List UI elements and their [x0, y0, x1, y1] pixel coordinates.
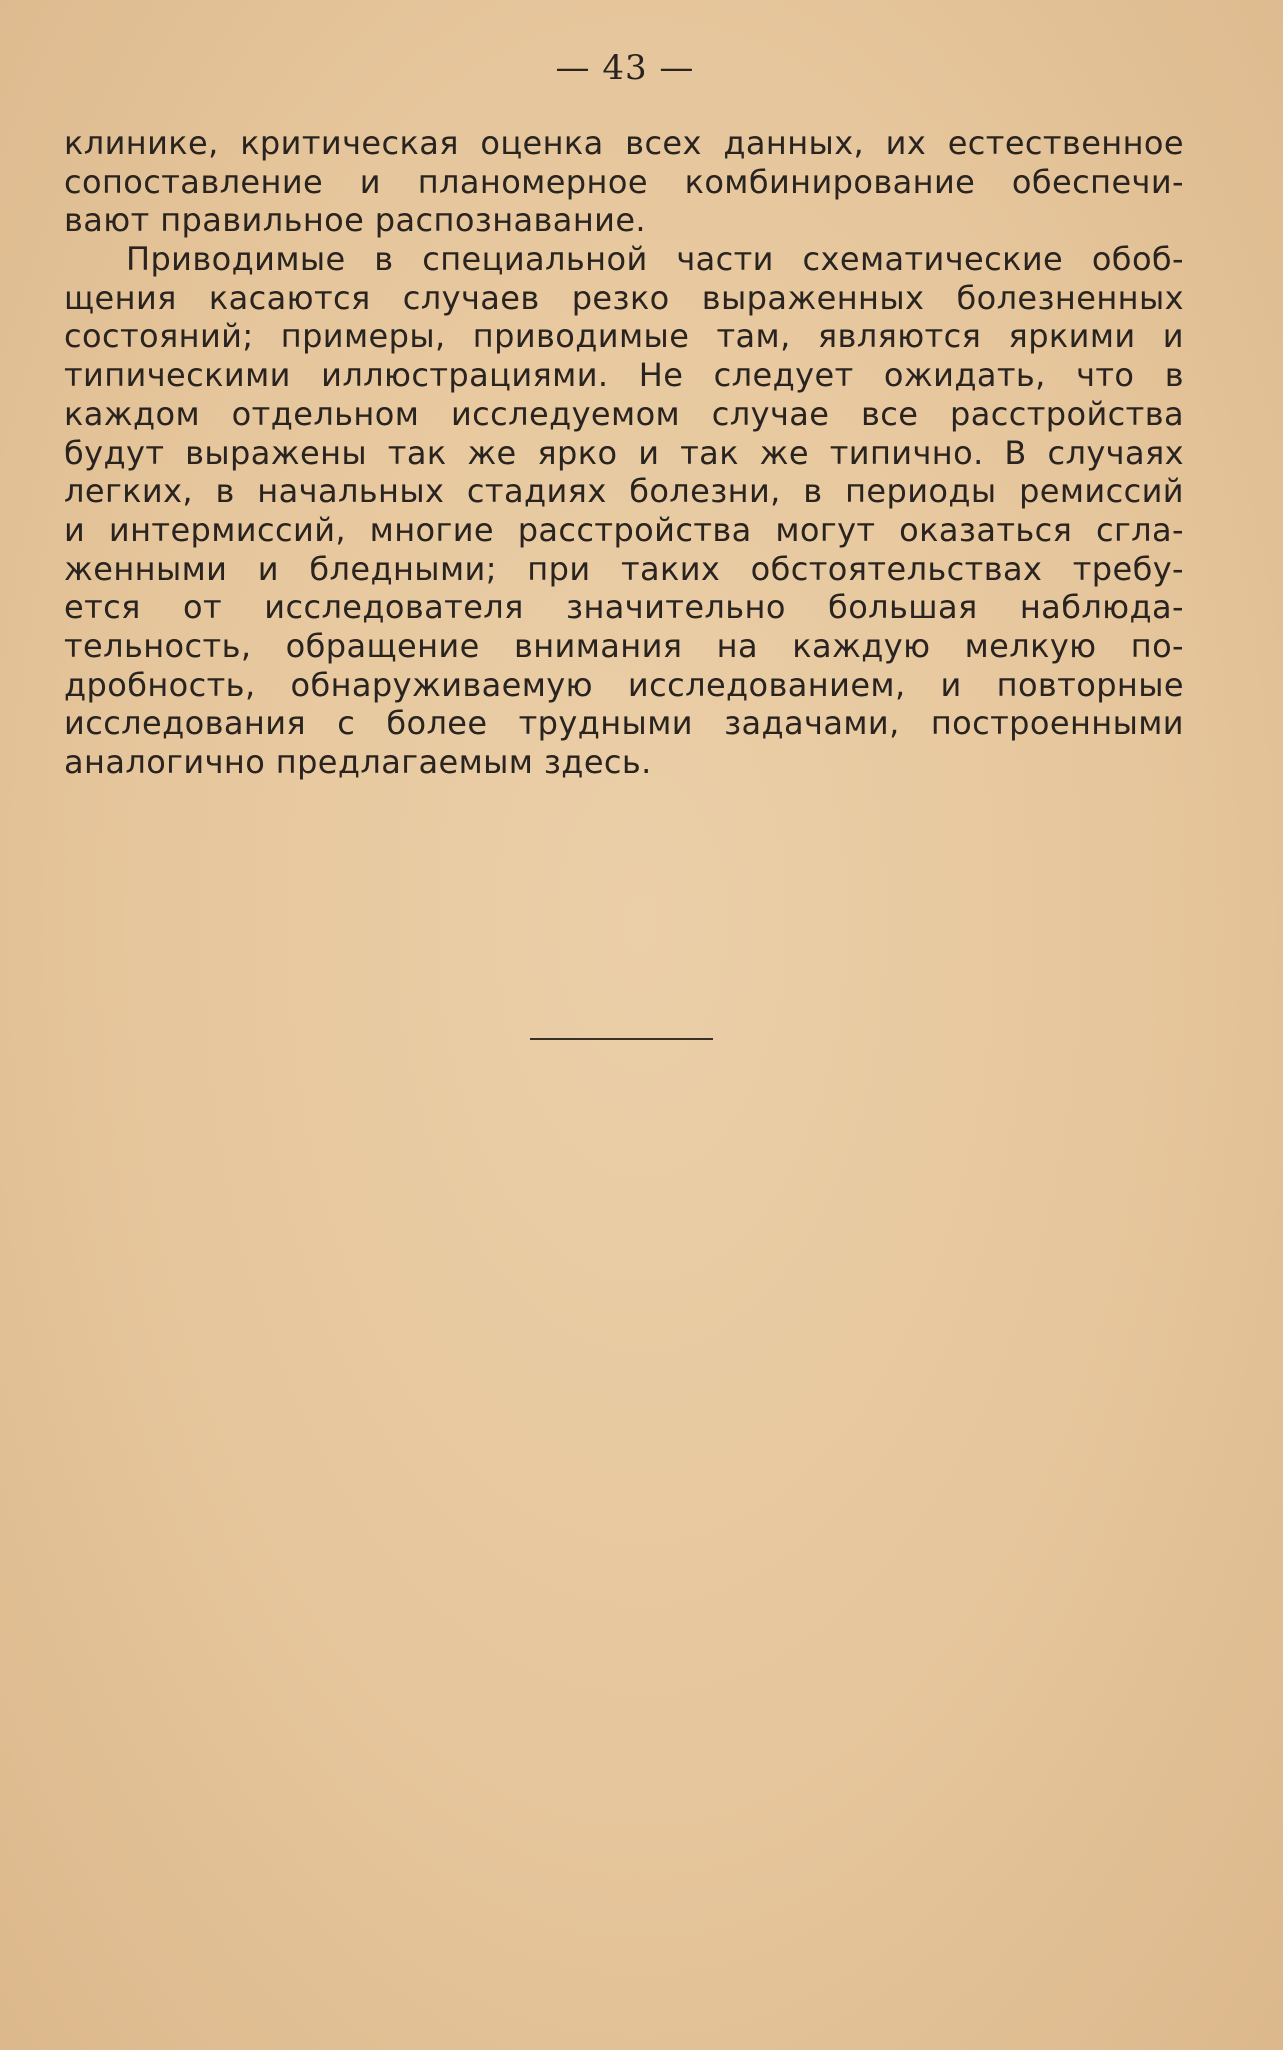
section-divider	[530, 1038, 713, 1040]
paragraph-1	[64, 124, 1184, 240]
page-number: — 43 —	[555, 48, 695, 88]
text-line: ется от исследователя значительно большая наблюда-	[64, 588, 1184, 627]
text-line: типическими иллюстрациями. Не следует ожидать, что в	[64, 356, 1184, 395]
text-line: состояний; примеры, приводимые там, являются яркими и	[64, 317, 1184, 356]
body-text	[64, 124, 1184, 782]
text-line: и интермиссий, многие расстройства могут оказаться сгла-	[64, 510, 1184, 549]
text-line: аналогично предлагаемым здесь.	[64, 743, 652, 781]
text-line: легких, в начальных стадиях болезни, в периоды ремиссий	[64, 472, 1184, 511]
text-line: клинике, критическая оценка всех данных, их естественное	[64, 124, 1184, 162]
text-line: тельность, обращение внимания на каждую мелкую по-	[64, 626, 1184, 665]
text-line: Приводимые в специальной части схематические обоб-	[126, 240, 1184, 279]
text-line: щения касаются случаев резко выраженных болезненных	[64, 278, 1184, 317]
text-line: каждом отдельном исследуемом случае все расстройства	[64, 394, 1184, 433]
text-line: женными и бледными; при таких обстоятельствах требу-	[64, 549, 1184, 588]
text-line: сопоставление и планомерное комбинирование обеспечи-	[64, 162, 1184, 201]
text-line: дробность, обнаруживаемую исследованием, и повторные	[64, 665, 1184, 704]
text-line: вают правильное распознавание.	[64, 201, 646, 240]
paragraph-2	[64, 240, 1184, 782]
text-line: исследования с более трудными задачами, построенными	[64, 704, 1184, 743]
text-line: будут выражены так же ярко и так же типично. В случаях	[64, 433, 1184, 472]
